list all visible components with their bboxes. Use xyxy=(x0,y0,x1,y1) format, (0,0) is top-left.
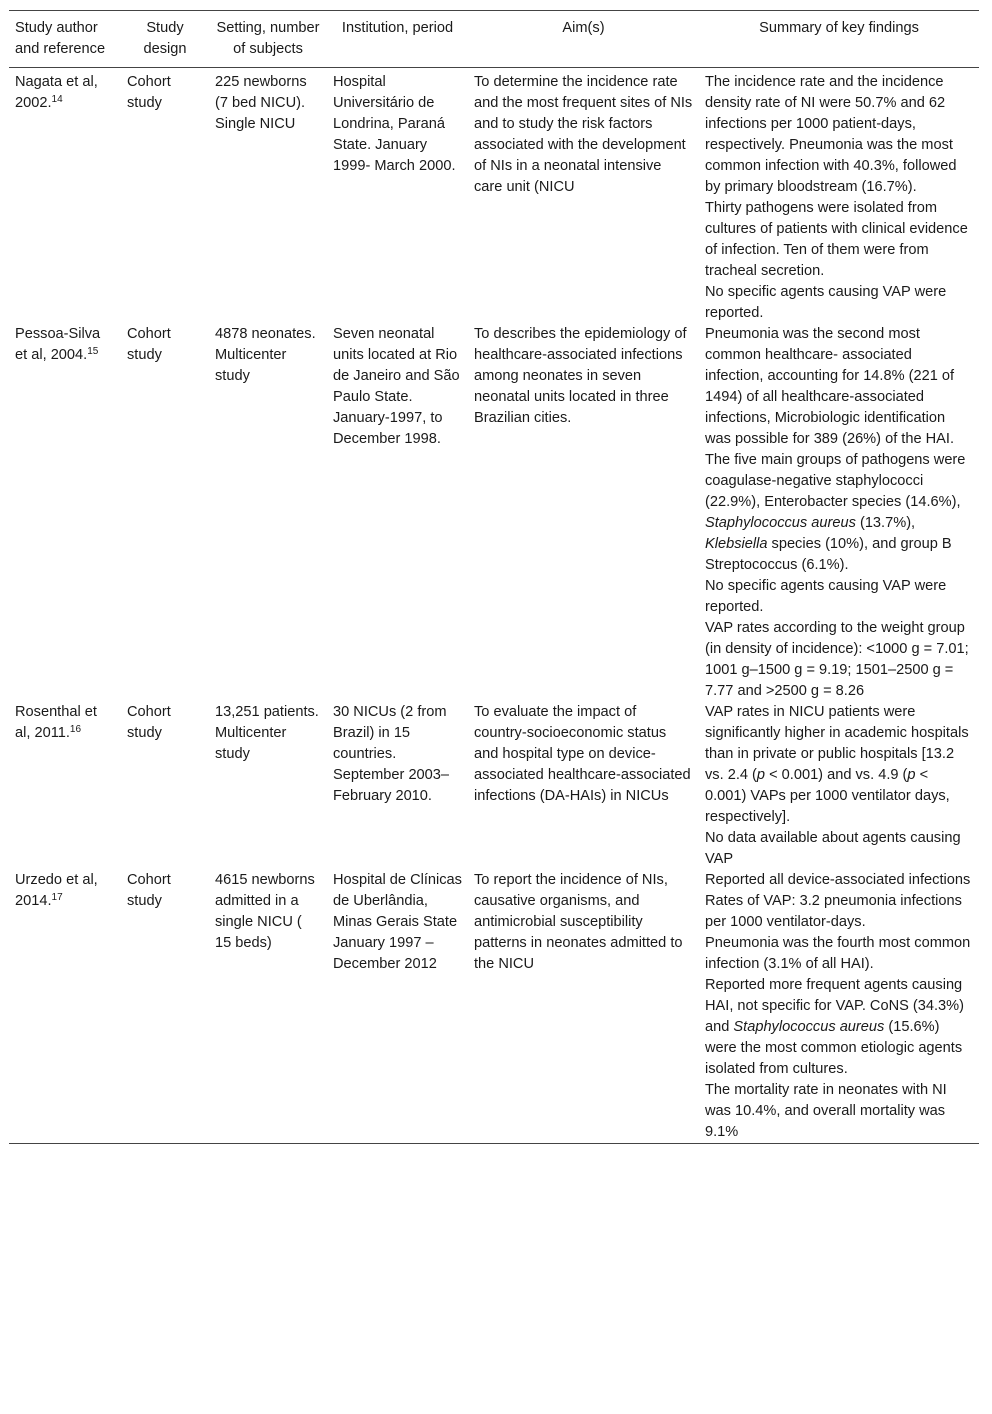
header-author: Study author and reference xyxy=(15,20,106,57)
cell-institution: Hospital de Clínicas de Uberlândia, Minas Gerais State January 1997 – December 2012 xyxy=(333,872,462,972)
cell-aim: To determine the incidence rate and the most frequent sites of NIs and to study the risk factors associated with the development of NIs in a neonatal intensive care unit (NICU xyxy=(474,74,693,195)
reference-number: 17 xyxy=(51,892,63,903)
cell-setting: 225 newborns (7 bed NICU). Single NICU xyxy=(215,74,307,132)
cell-design: Cohort study xyxy=(127,872,171,909)
cell-setting: 4615 newborns admitted in a single NICU ( 15 beds) xyxy=(215,872,315,951)
cell-design: Cohort study xyxy=(127,74,171,111)
cell-setting: 13,251 patients. Multicenter study xyxy=(215,704,319,762)
table-row xyxy=(9,702,979,870)
header-findings: Summary of key findings xyxy=(759,20,919,36)
header-design: Study design xyxy=(143,20,187,57)
studies-table xyxy=(9,10,979,1144)
cell-institution: Seven neonatal units located at Rio de Janeiro and São Paulo State. January-1997, to December 1998. xyxy=(333,326,460,447)
cell-author: Rosenthal et al, 2011.16 xyxy=(15,704,97,741)
table-row xyxy=(9,68,979,325)
cell-aim: To describes the epidemiology of healthcare-associated infections among neonates in seven neonatal units located in three Brazilian cities. xyxy=(474,326,687,426)
cell-design: Cohort study xyxy=(127,704,171,741)
cell-design: Cohort study xyxy=(127,326,171,363)
cell-institution: 30 NICUs (2 from Brazil) in 15 countries. September 2003–February 2010. xyxy=(333,704,450,804)
table-row xyxy=(9,870,979,1144)
table-row xyxy=(9,324,979,702)
header-institution: Institution, period xyxy=(341,20,454,36)
cell-findings: Pneumonia was the second most common healthcare- associated infection, accounting for 14.8% (221 of 1494) of all healthcare-associated infections, Microbiologic identification was possible for 389 (26%) of the HAI. The five main groups of pathogens were coagulase-negative staphylococci (22.9%), Enterobacter species (14.6%), Staphylococcus aureus (13.7%), Klebsiella species (10%), and group B Streptococcus (6.1%). No specific agents causing VAP were reported. VAP rates according to the weight group (in density of incidence): <1000 g = 7.01; 1001 g–1500 g = 9.19; 1501–2500 g = 7.77 and >2500 g = 8.26 xyxy=(705,326,969,699)
cell-setting: 4878 neonates. Multicenter study xyxy=(215,326,316,384)
header-setting: Setting, number of subjects xyxy=(216,20,320,57)
cell-aim: To report the incidence of NIs, causative organisms, and antimicrobial susceptibility patterns in neonates admitted to the NICU xyxy=(474,872,683,972)
cell-institution: Hospital Universitário de Londrina, Paraná State. January 1999- March 2000. xyxy=(333,74,456,174)
reference-number: 16 xyxy=(69,724,82,735)
cell-author: Urzedo et al, 2014.17 xyxy=(15,872,98,909)
header-aims: Aim(s) xyxy=(562,20,605,36)
table-header-row xyxy=(9,11,979,68)
cell-aim: To evaluate the impact of country-socioeconomic status and hospital type on device-associated healthcare-associated infections (DA-HAIs) in NICUs xyxy=(474,704,691,804)
cell-findings: VAP rates in NICU patients were significantly higher in academic hospitals than in private or public hospitals [13.2 vs. 2.4 (p < 0.001) and vs. 4.9 (p < 0.001) VAPs per 1000 ventilator days, respectively]. No data available about agents causing VAP xyxy=(705,704,969,867)
cell-findings: The incidence rate and the incidence density rate of NI were 50.7% and 62 infections per 1000 patient-days, respectively. Pneumonia was the most common infection with 40.3%, followed by primary bloodstream (16.7%). Thirty pathogens were isolated from cultures of patients with clinical evidence of infection. Ten of them were from tracheal secretion. No specific agents causing VAP were reported. xyxy=(705,74,968,321)
cell-author: Nagata et al, 2002.14 xyxy=(15,74,98,111)
cell-author: Pessoa-Silva et al, 2004.15 xyxy=(15,326,101,363)
reference-number: 15 xyxy=(87,346,99,357)
cell-findings: Reported all device-associated infections Rates of VAP: 3.2 pneumonia infections per 1000 ventilator-days. Pneumonia was the fourth most common infection (3.1% of all HAI). Reported more frequent agents causing HAI, not specific for VAP. CoNS (34.3%) and Staphylococcus aureus (15.6%) were the most common etiologic agents isolated from cultures. The mortality rate in neonates with NI was 10.4%, and overall mortality was 9.1% xyxy=(705,872,971,1140)
reference-number: 14 xyxy=(51,94,63,105)
